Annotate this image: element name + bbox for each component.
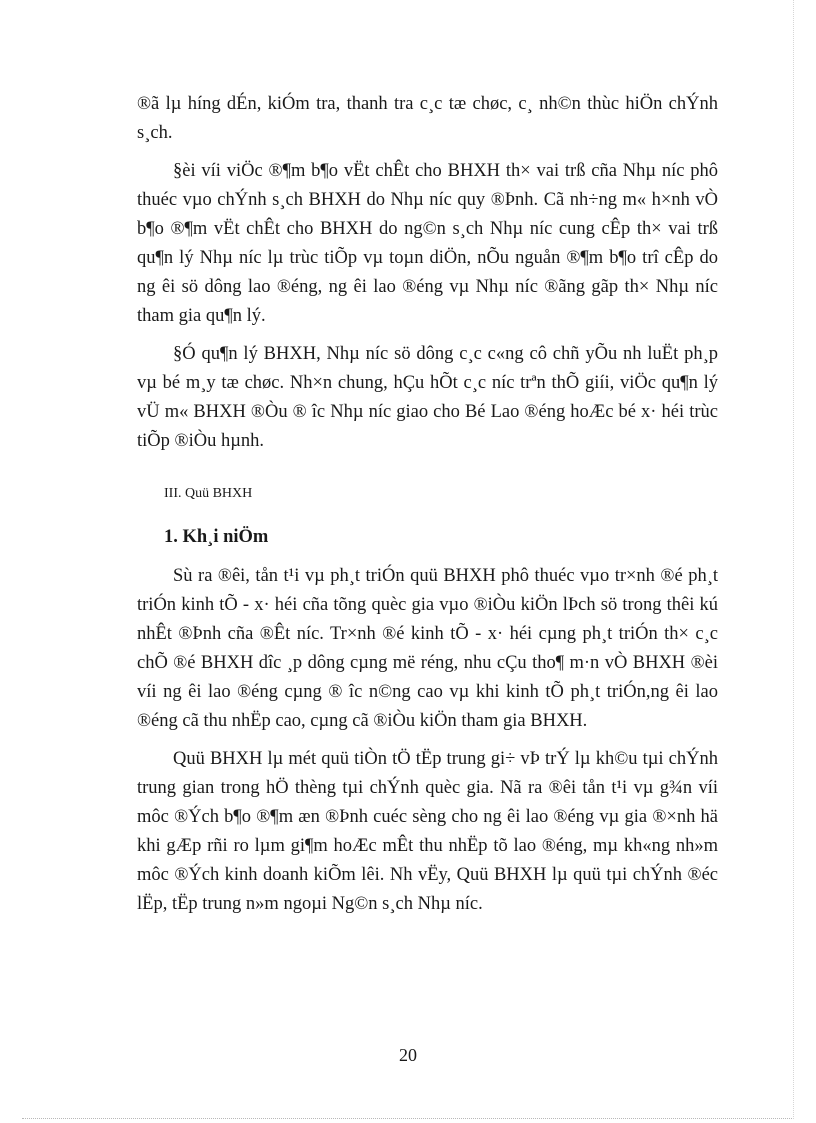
section-heading: III. Quü BHXH bbox=[164, 486, 253, 501]
page-border-bottom bbox=[22, 1118, 794, 1119]
paragraph: Sù ra ®êi, tån t¹i vµ ph¸t triÓn quü BHXH phô thuéc vµo tr×nh ®é ph¸t triÓn kinh tÕ - x· héi cña tõng quèc gia vµo ®iÒu kiÖn lÞch sö trong thêi kú nhÊt ®Þnh cña ®Êt níc. Tr×nh ®é kinh tÕ - x· héi cµng ph¸t triÓn th× c¸c chÕ ®é BHXH dîc ¸p dông cµng më réng, nhu cÇu tho¶ m·n vÒ BHXH ®èi víi ng êi lao ®éng cµng ® îc n©ng cao vµ khi kinh tÕ ph¸t triÓn,ng êi lao ®éng cã thu nhËp cao, cµng cã ®iÒu kiÖn tham gia BHXH. bbox=[137, 566, 718, 731]
body-text-section-2 bbox=[137, 562, 718, 928]
body-text-section-1 bbox=[137, 90, 718, 465]
paragraph: §èi víi viÖc ®¶m b¶o vËt chÊt cho BHXH th× vai trß cña Nhµ níc phô thuéc vµo chÝnh s¸ch BHXH do Nhµ níc quy ®Þnh. Cã nh÷ng m« h×nh vÒ b¶o ®¶m vËt chÊt cho BHXH do ng©n s¸ch Nhµ níc cung cÊp th× vai trß qu¶n lý Nhµ níc lµ trùc tiÕp vµ toµn diÖn, nÕu nguån ®¶m b¶o trî cÊp do ng êi sö dông lao ®éng, ng êi lao ®éng vµ Nhµ níc ®ãng gãp th× Nhµ níc tham gia qu¶n lý. bbox=[137, 161, 718, 326]
paragraph: §Ó qu¶n lý BHXH, Nhµ níc sö dông c¸c c«ng cô chñ yÕu nh luËt ph¸p vµ bé m¸y tæ chøc. Nh×n chung, hÇu hÕt c¸c níc trªn thÕ giíi, viÖc qu¶n lý vÜ m« BHXH ®Òu ® îc Nhµ níc giao cho Bé Lao ®éng hoÆc bé x· héi trùc tiÕp ®iÒu hµnh. bbox=[137, 344, 718, 451]
paragraph: Quü BHXH lµ mét quü tiÒn tÖ tËp trung gi÷ vÞ trÝ lµ kh©u tµi chÝnh trung gian trong hÖ thèng tµi chÝnh quèc gia. Nã ra ®êi tån t¹i vµ g¾n víi môc ®Ých b¶o ®¶m æn ®Þnh cuéc sèng cho ng êi lao ®éng vµ gia ®×nh hä khi gÆp rñi ro lµm gi¶m hoÆc mÊt thu nhËp tõ lao ®éng, mµ kh«ng nh»m môc ®Ých kinh doanh kiÕm lêi. Nh vËy, Quü BHXH lµ quü tµi chÝnh ®éc lËp, tËp trung n»m ngoµi Ng©n s¸ch Nhµ níc. bbox=[137, 749, 718, 914]
paragraph: ®ã lµ híng dÉn, kiÓm tra, thanh tra c¸c tæ chøc, c¸ nh©n thùc hiÖn chÝnh s¸ch. bbox=[137, 94, 718, 143]
page-border-right bbox=[793, 0, 794, 1119]
page-number: 20 bbox=[399, 1045, 417, 1065]
subsection-heading: 1. Kh¸i niÖm bbox=[164, 527, 269, 547]
